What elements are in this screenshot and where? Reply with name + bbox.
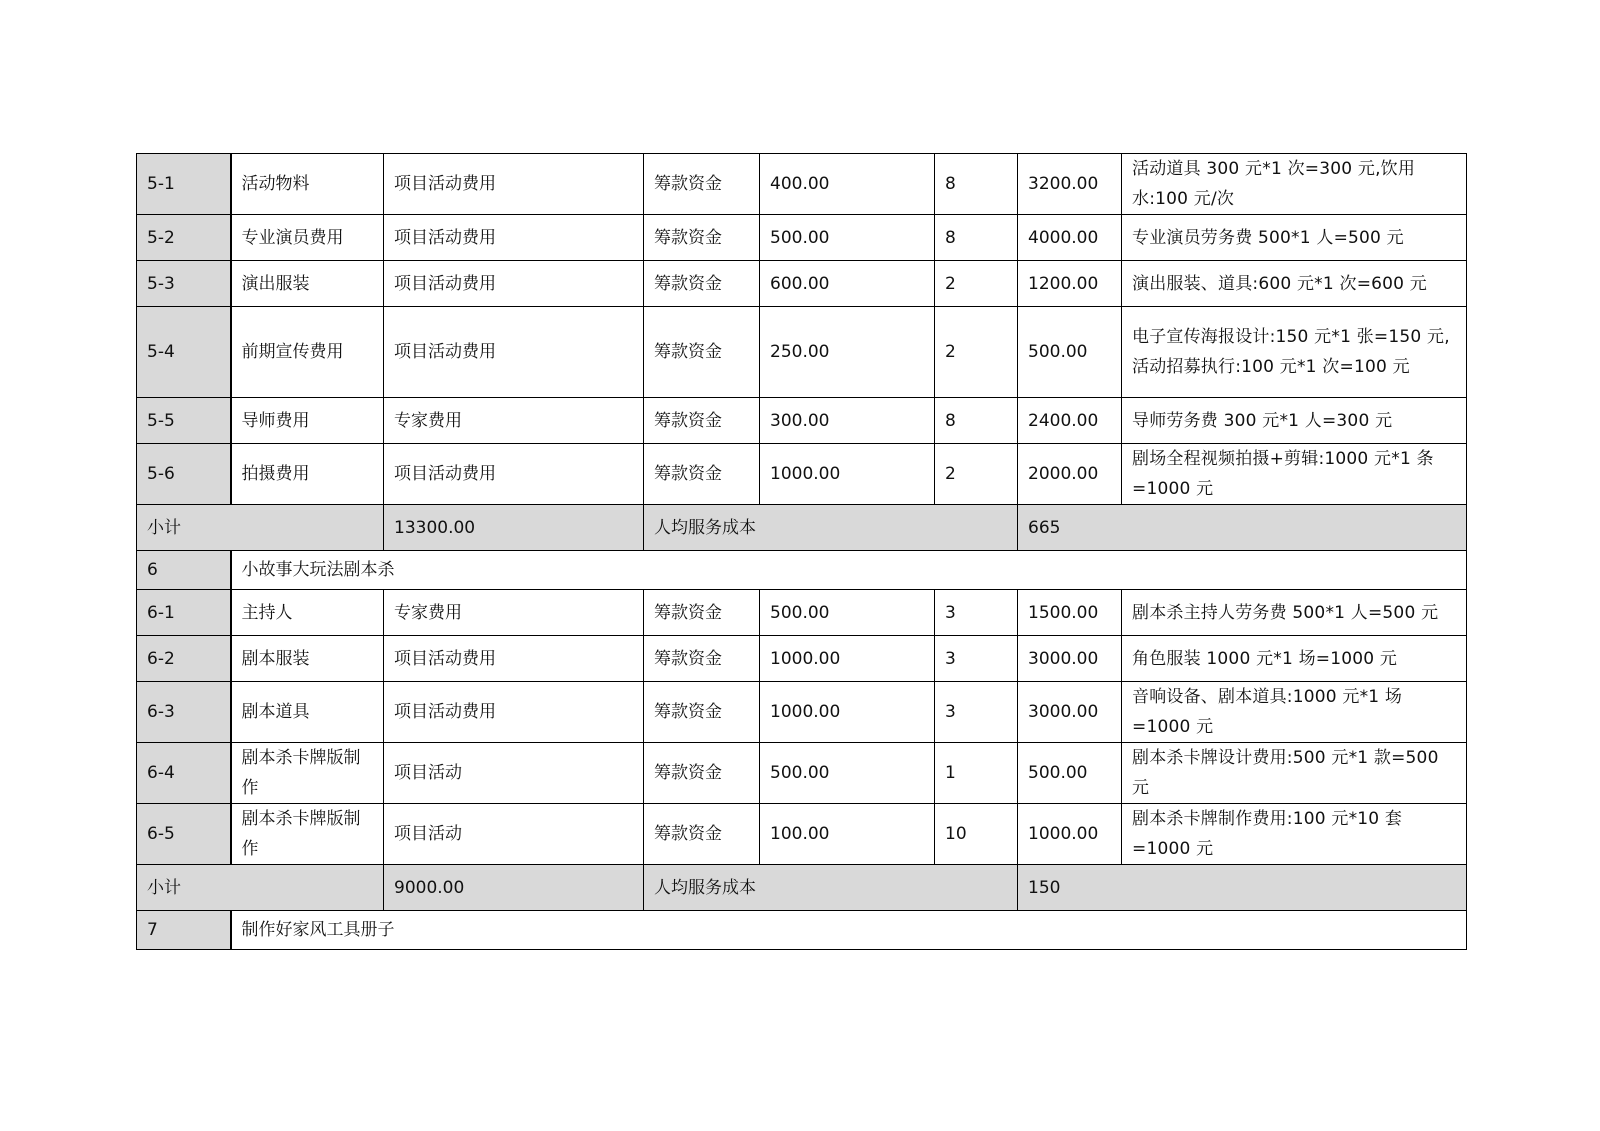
quantity: 2 <box>935 444 1018 505</box>
unit-price: 500.00 <box>760 743 935 804</box>
unit-price: 250.00 <box>760 307 935 398</box>
unit-price: 500.00 <box>760 215 935 261</box>
section-id: 7 <box>137 911 231 950</box>
calc-note: 导师劳务费 300 元*1 人=300 元 <box>1122 398 1467 444</box>
quantity: 8 <box>935 398 1018 444</box>
table-row <box>137 261 1467 307</box>
item-category: 项目活动费用 <box>384 154 644 215</box>
item-name: 剧本杀卡牌版制作 <box>231 804 384 865</box>
calc-note: 剧本杀卡牌设计费用:500 元*1 款=500 元 <box>1122 743 1467 804</box>
total-amount: 3200.00 <box>1018 154 1122 215</box>
quantity: 1 <box>935 743 1018 804</box>
row-id: 5-1 <box>137 154 231 215</box>
quantity: 8 <box>935 154 1018 215</box>
calc-note: 音响设备、剧本道具:1000 元*1 场=1000 元 <box>1122 682 1467 743</box>
fund-source: 筹款资金 <box>644 154 760 215</box>
fund-source: 筹款资金 <box>644 804 760 865</box>
total-amount: 3000.00 <box>1018 636 1122 682</box>
calc-note: 活动道具 300 元*1 次=300 元,饮用水:100 元/次 <box>1122 154 1467 215</box>
unit-price: 1000.00 <box>760 444 935 505</box>
section-title: 制作好家风工具册子 <box>231 911 1467 950</box>
fund-source: 筹款资金 <box>644 590 760 636</box>
unit-price: 300.00 <box>760 398 935 444</box>
row-id: 5-5 <box>137 398 231 444</box>
quantity: 3 <box>935 636 1018 682</box>
quantity: 3 <box>935 590 1018 636</box>
budget-table <box>136 153 1467 950</box>
item-category: 项目活动费用 <box>384 307 644 398</box>
calc-note: 角色服装 1000 元*1 场=1000 元 <box>1122 636 1467 682</box>
item-category: 项目活动费用 <box>384 215 644 261</box>
per-capita-value: 150 <box>1018 865 1467 911</box>
unit-price: 1000.00 <box>760 682 935 743</box>
calc-note: 专业演员劳务费 500*1 人=500 元 <box>1122 215 1467 261</box>
item-category: 项目活动费用 <box>384 444 644 505</box>
unit-price: 1000.00 <box>760 636 935 682</box>
per-capita-label: 人均服务成本 <box>644 505 1018 551</box>
row-id: 6-5 <box>137 804 231 865</box>
row-id: 5-3 <box>137 261 231 307</box>
row-id: 5-2 <box>137 215 231 261</box>
table-row <box>137 307 1467 398</box>
fund-source: 筹款资金 <box>644 215 760 261</box>
item-name: 剧本道具 <box>231 682 384 743</box>
per-capita-label: 人均服务成本 <box>644 865 1018 911</box>
unit-price: 100.00 <box>760 804 935 865</box>
item-name: 主持人 <box>231 590 384 636</box>
row-id: 5-6 <box>137 444 231 505</box>
total-amount: 4000.00 <box>1018 215 1122 261</box>
item-name: 剧本服装 <box>231 636 384 682</box>
unit-price: 600.00 <box>760 261 935 307</box>
fund-source: 筹款资金 <box>644 636 760 682</box>
row-id: 6-4 <box>137 743 231 804</box>
unit-price: 500.00 <box>760 590 935 636</box>
subtotal-amount: 13300.00 <box>384 505 644 551</box>
calc-note: 剧场全程视频拍摄+剪辑:1000 元*1 条=1000 元 <box>1122 444 1467 505</box>
item-name: 拍摄费用 <box>231 444 384 505</box>
item-category: 项目活动费用 <box>384 636 644 682</box>
item-name: 演出服装 <box>231 261 384 307</box>
row-id: 6-3 <box>137 682 231 743</box>
subtotal-label: 小计 <box>137 865 384 911</box>
total-amount: 1200.00 <box>1018 261 1122 307</box>
fund-source: 筹款资金 <box>644 307 760 398</box>
item-category: 项目活动 <box>384 804 644 865</box>
total-amount: 3000.00 <box>1018 682 1122 743</box>
section-title: 小故事大玩法剧本杀 <box>231 551 1467 590</box>
calc-note: 电子宣传海报设计:150 元*1 张=150 元,活动招募执行:100 元*1 次=100 元 <box>1122 307 1467 398</box>
table-row <box>137 444 1467 505</box>
section-row <box>137 911 1467 950</box>
total-amount: 2400.00 <box>1018 398 1122 444</box>
fund-source: 筹款资金 <box>644 743 760 804</box>
row-id: 5-4 <box>137 307 231 398</box>
total-amount: 1000.00 <box>1018 804 1122 865</box>
table-row <box>137 804 1467 865</box>
item-name: 活动物料 <box>231 154 384 215</box>
total-amount: 2000.00 <box>1018 444 1122 505</box>
item-category: 专家费用 <box>384 590 644 636</box>
table-row <box>137 682 1467 743</box>
quantity: 2 <box>935 307 1018 398</box>
quantity: 10 <box>935 804 1018 865</box>
item-name: 剧本杀卡牌版制作 <box>231 743 384 804</box>
row-id: 6-2 <box>137 636 231 682</box>
quantity: 2 <box>935 261 1018 307</box>
item-name: 导师费用 <box>231 398 384 444</box>
table-row <box>137 590 1467 636</box>
fund-source: 筹款资金 <box>644 261 760 307</box>
section-id: 6 <box>137 551 231 590</box>
table-row <box>137 154 1467 215</box>
table-row <box>137 636 1467 682</box>
fund-source: 筹款资金 <box>644 398 760 444</box>
total-amount: 500.00 <box>1018 307 1122 398</box>
item-category: 项目活动费用 <box>384 261 644 307</box>
per-capita-value: 665 <box>1018 505 1467 551</box>
table-row <box>137 743 1467 804</box>
section-row <box>137 551 1467 590</box>
item-category: 项目活动 <box>384 743 644 804</box>
item-name: 专业演员费用 <box>231 215 384 261</box>
table-row <box>137 398 1467 444</box>
table-row <box>137 215 1467 261</box>
row-id: 6-1 <box>137 590 231 636</box>
calc-note: 演出服装、道具:600 元*1 次=600 元 <box>1122 261 1467 307</box>
subtotal-label: 小计 <box>137 505 384 551</box>
total-amount: 1500.00 <box>1018 590 1122 636</box>
total-amount: 500.00 <box>1018 743 1122 804</box>
calc-note: 剧本杀主持人劳务费 500*1 人=500 元 <box>1122 590 1467 636</box>
item-name: 前期宣传费用 <box>231 307 384 398</box>
fund-source: 筹款资金 <box>644 682 760 743</box>
subtotal-row <box>137 505 1467 551</box>
item-category: 项目活动费用 <box>384 682 644 743</box>
calc-note: 剧本杀卡牌制作费用:100 元*10 套=1000 元 <box>1122 804 1467 865</box>
subtotal-amount: 9000.00 <box>384 865 644 911</box>
unit-price: 400.00 <box>760 154 935 215</box>
quantity: 3 <box>935 682 1018 743</box>
quantity: 8 <box>935 215 1018 261</box>
subtotal-row <box>137 865 1467 911</box>
item-category: 专家费用 <box>384 398 644 444</box>
fund-source: 筹款资金 <box>644 444 760 505</box>
